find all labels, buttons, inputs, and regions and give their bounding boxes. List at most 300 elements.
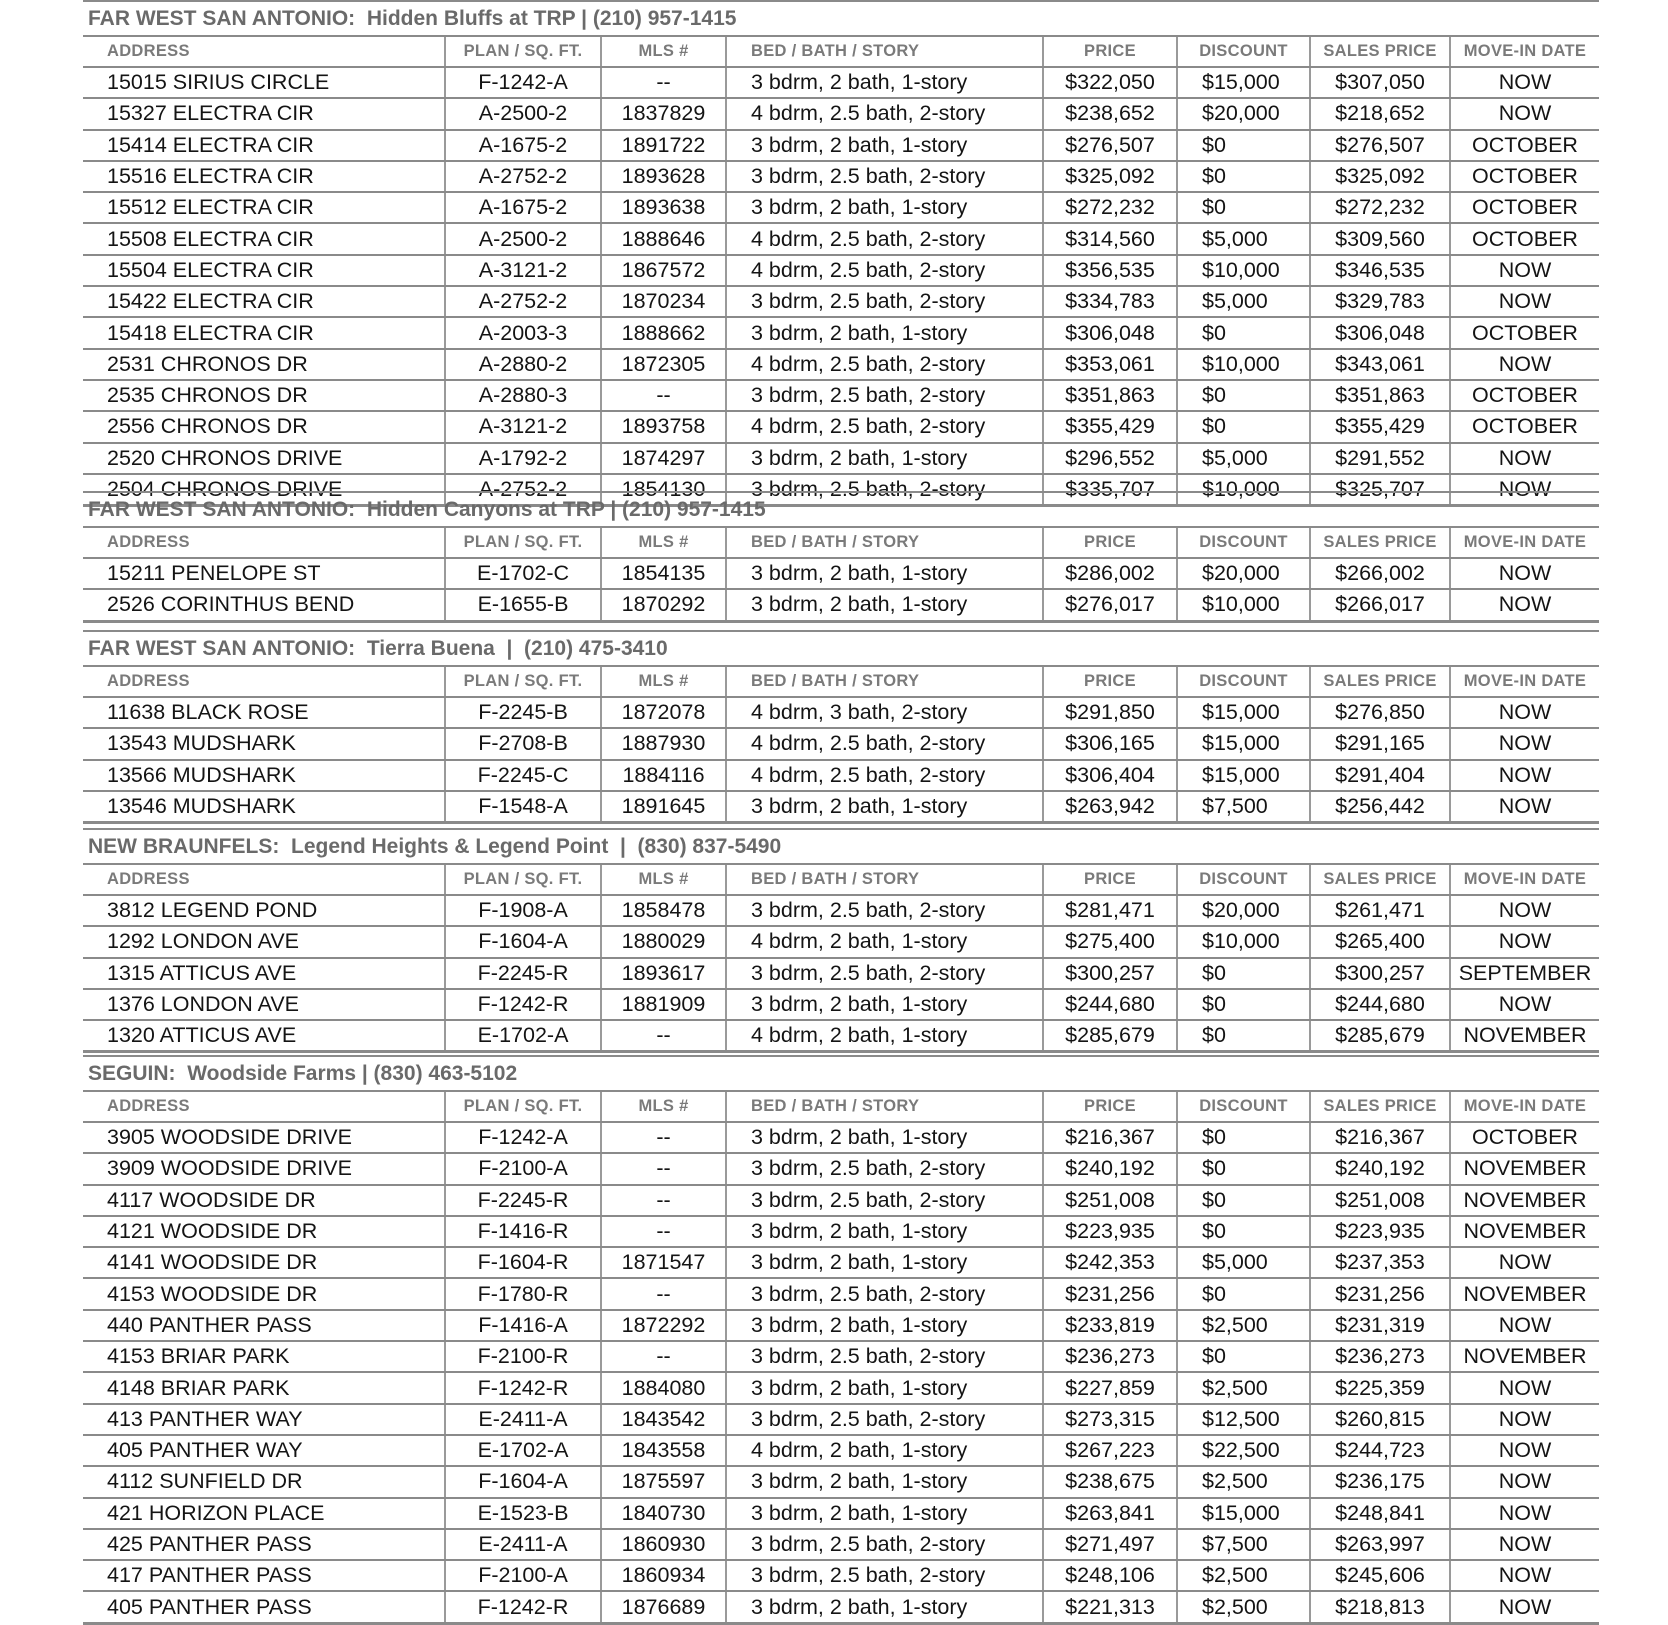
- cell-sales-price: $285,679: [1310, 1020, 1450, 1052]
- cell-bed-bath-story: 3 bdrm, 2.5 bath, 2-story: [726, 1153, 1043, 1184]
- cell-sales-price: $225,359: [1310, 1372, 1450, 1403]
- cell-price: $281,471: [1043, 895, 1177, 926]
- section-community: Tierra Buena | (210) 475-3410: [366, 637, 668, 660]
- cell-plan: F-1242-A: [445, 67, 601, 98]
- cell-address: 15015 SIRIUS CIRCLE: [83, 67, 445, 98]
- cell-price: $238,675: [1043, 1466, 1177, 1497]
- cell-bed-bath-story: 3 bdrm, 2 bath, 1-story: [726, 1216, 1043, 1247]
- cell-price: $285,679: [1043, 1020, 1177, 1052]
- header-row: [83, 36, 1599, 67]
- cell-mls: 1860930: [601, 1529, 726, 1560]
- cell-plan: F-1604-A: [445, 1466, 601, 1497]
- cell-discount: $5,000: [1177, 1247, 1310, 1278]
- cell-plan: A-2003-3: [445, 317, 601, 348]
- section-title: [83, 630, 1599, 665]
- table-row: [83, 1020, 1599, 1052]
- cell-plan: F-1604-A: [445, 926, 601, 957]
- column-header-discount: DISCOUNT: [1177, 666, 1310, 697]
- cell-plan: F-2245-R: [445, 1185, 601, 1216]
- cell-plan: A-1675-2: [445, 130, 601, 161]
- cell-discount: $15,000: [1177, 67, 1310, 98]
- table-row: [83, 558, 1599, 589]
- cell-sales-price: $261,471: [1310, 895, 1450, 926]
- cell-move-in-date: NOW: [1450, 286, 1599, 317]
- cell-price: $223,935: [1043, 1216, 1177, 1247]
- cell-sales-price: $351,863: [1310, 380, 1450, 411]
- cell-bed-bath-story: 3 bdrm, 2.5 bath, 2-story: [726, 1529, 1043, 1560]
- cell-move-in-date: NOW: [1450, 349, 1599, 380]
- cell-sales-price: $236,273: [1310, 1341, 1450, 1372]
- section-area: NEW BRAUNFELS:: [88, 835, 280, 858]
- cell-move-in-date: NOVEMBER: [1450, 1185, 1599, 1216]
- cell-bed-bath-story: 3 bdrm, 2 bath, 1-story: [726, 1372, 1043, 1403]
- table-row: [83, 255, 1599, 286]
- cell-sales-price: $276,507: [1310, 130, 1450, 161]
- table-row: [83, 1372, 1599, 1403]
- cell-discount: $0: [1177, 1216, 1310, 1247]
- cell-move-in-date: OCTOBER: [1450, 1122, 1599, 1153]
- cell-address: 15211 PENELOPE ST: [83, 558, 445, 589]
- listing-table: [83, 526, 1599, 623]
- cell-mls: 1876689: [601, 1591, 726, 1623]
- cell-discount: $10,000: [1177, 926, 1310, 957]
- table-row: [83, 589, 1599, 621]
- cell-mls: --: [601, 1020, 726, 1052]
- cell-price: $291,850: [1043, 697, 1177, 728]
- table-row: [83, 1591, 1599, 1623]
- cell-mls: 1854135: [601, 558, 726, 589]
- cell-plan: E-1702-C: [445, 558, 601, 589]
- cell-price: $300,257: [1043, 958, 1177, 989]
- cell-discount: $0: [1177, 958, 1310, 989]
- table-row: [83, 130, 1599, 161]
- cell-plan: F-1242-R: [445, 989, 601, 1020]
- table-row: [83, 443, 1599, 474]
- cell-mls: 1888646: [601, 223, 726, 254]
- cell-discount: $20,000: [1177, 98, 1310, 129]
- table-row: [83, 223, 1599, 254]
- cell-price: $306,048: [1043, 317, 1177, 348]
- cell-sales-price: $223,935: [1310, 1216, 1450, 1247]
- cell-sales-price: $240,192: [1310, 1153, 1450, 1184]
- cell-sales-price: $276,850: [1310, 697, 1450, 728]
- cell-bed-bath-story: 3 bdrm, 2 bath, 1-story: [726, 1466, 1043, 1497]
- cell-bed-bath-story: 3 bdrm, 2 bath, 1-story: [726, 130, 1043, 161]
- cell-plan: F-1242-R: [445, 1372, 601, 1403]
- table-row: [83, 791, 1599, 823]
- cell-price: $273,315: [1043, 1404, 1177, 1435]
- section-area: FAR WEST SAN ANTONIO:: [88, 7, 356, 30]
- cell-discount: $0: [1177, 380, 1310, 411]
- column-header-plan: PLAN / SQ. FT.: [445, 527, 601, 558]
- column-header-price: PRICE: [1043, 36, 1177, 67]
- cell-address: 15504 ELECTRA CIR: [83, 255, 445, 286]
- cell-move-in-date: NOW: [1450, 1310, 1599, 1341]
- cell-plan: A-2880-3: [445, 380, 601, 411]
- cell-discount: $10,000: [1177, 589, 1310, 621]
- cell-mls: --: [601, 1122, 726, 1153]
- cell-mls: 1884116: [601, 760, 726, 791]
- cell-price: $314,560: [1043, 223, 1177, 254]
- table-row: [83, 1560, 1599, 1591]
- column-header-bed-bath-story: BED / BATH / STORY: [726, 1091, 1043, 1122]
- cell-plan: F-2245-C: [445, 760, 601, 791]
- column-header-plan: PLAN / SQ. FT.: [445, 666, 601, 697]
- cell-address: 13546 MUDSHARK: [83, 791, 445, 823]
- cell-price: $286,002: [1043, 558, 1177, 589]
- column-header-move-in-date: MOVE-IN DATE: [1450, 666, 1599, 697]
- cell-move-in-date: NOW: [1450, 760, 1599, 791]
- cell-sales-price: $260,815: [1310, 1404, 1450, 1435]
- cell-discount: $15,000: [1177, 728, 1310, 759]
- cell-move-in-date: NOVEMBER: [1450, 1020, 1599, 1052]
- table-row: [83, 349, 1599, 380]
- column-header-address: ADDRESS: [83, 1091, 445, 1122]
- table-row: [83, 1341, 1599, 1372]
- cell-mls: --: [601, 1185, 726, 1216]
- cell-sales-price: $256,442: [1310, 791, 1450, 823]
- cell-plan: F-1604-R: [445, 1247, 601, 1278]
- cell-move-in-date: OCTOBER: [1450, 161, 1599, 192]
- cell-discount: $15,000: [1177, 1498, 1310, 1529]
- cell-address: 1376 LONDON AVE: [83, 989, 445, 1020]
- cell-address: 3905 WOODSIDE DRIVE: [83, 1122, 445, 1153]
- cell-address: 3812 LEGEND POND: [83, 895, 445, 926]
- cell-discount: $15,000: [1177, 697, 1310, 728]
- column-header-mls: MLS #: [601, 1091, 726, 1122]
- cell-move-in-date: OCTOBER: [1450, 317, 1599, 348]
- cell-price: $227,859: [1043, 1372, 1177, 1403]
- cell-price: $271,497: [1043, 1529, 1177, 1560]
- column-header-sales-price: SALES PRICE: [1310, 36, 1450, 67]
- cell-plan: A-2752-2: [445, 286, 601, 317]
- cell-bed-bath-story: 3 bdrm, 2.5 bath, 2-story: [726, 895, 1043, 926]
- cell-plan: F-1416-A: [445, 1310, 601, 1341]
- cell-sales-price: $244,680: [1310, 989, 1450, 1020]
- cell-price: $325,092: [1043, 161, 1177, 192]
- column-header-move-in-date: MOVE-IN DATE: [1450, 527, 1599, 558]
- cell-mls: 1884080: [601, 1372, 726, 1403]
- cell-discount: $0: [1177, 1341, 1310, 1372]
- cell-address: 4148 BRIAR PARK: [83, 1372, 445, 1403]
- cell-discount: $0: [1177, 130, 1310, 161]
- cell-move-in-date: NOW: [1450, 589, 1599, 621]
- cell-mls: 1880029: [601, 926, 726, 957]
- cell-mls: 1893638: [601, 192, 726, 223]
- cell-bed-bath-story: 3 bdrm, 2 bath, 1-story: [726, 192, 1043, 223]
- table-row: [83, 760, 1599, 791]
- cell-move-in-date: NOVEMBER: [1450, 1278, 1599, 1309]
- cell-plan: E-1702-A: [445, 1435, 601, 1466]
- header-row: [83, 864, 1599, 895]
- cell-plan: F-1780-R: [445, 1278, 601, 1309]
- cell-price: $263,841: [1043, 1498, 1177, 1529]
- column-header-discount: DISCOUNT: [1177, 864, 1310, 895]
- cell-bed-bath-story: 4 bdrm, 2 bath, 1-story: [726, 1020, 1043, 1052]
- cell-sales-price: $231,256: [1310, 1278, 1450, 1309]
- cell-move-in-date: NOW: [1450, 1404, 1599, 1435]
- cell-mls: 1871547: [601, 1247, 726, 1278]
- cell-discount: $0: [1177, 1185, 1310, 1216]
- cell-price: $248,106: [1043, 1560, 1177, 1591]
- cell-bed-bath-story: 4 bdrm, 2.5 bath, 2-story: [726, 728, 1043, 759]
- cell-address: 13566 MUDSHARK: [83, 760, 445, 791]
- cell-price: $353,061: [1043, 349, 1177, 380]
- table-row: [83, 98, 1599, 129]
- cell-move-in-date: NOVEMBER: [1450, 1153, 1599, 1184]
- cell-mls: 1867572: [601, 255, 726, 286]
- cell-move-in-date: OCTOBER: [1450, 411, 1599, 442]
- cell-discount: $15,000: [1177, 760, 1310, 791]
- cell-move-in-date: NOW: [1450, 1247, 1599, 1278]
- table-row: [83, 161, 1599, 192]
- cell-bed-bath-story: 3 bdrm, 2.5 bath, 2-story: [726, 1185, 1043, 1216]
- cell-sales-price: $245,606: [1310, 1560, 1450, 1591]
- cell-discount: $0: [1177, 989, 1310, 1020]
- cell-discount: $22,500: [1177, 1435, 1310, 1466]
- header-row: [83, 527, 1599, 558]
- column-header-mls: MLS #: [601, 527, 726, 558]
- cell-discount: $0: [1177, 317, 1310, 348]
- cell-price: $233,819: [1043, 1310, 1177, 1341]
- cell-move-in-date: NOW: [1450, 895, 1599, 926]
- cell-address: 2526 CORINTHUS BEND: [83, 589, 445, 621]
- cell-bed-bath-story: 4 bdrm, 2.5 bath, 2-story: [726, 223, 1043, 254]
- table-row: [83, 1216, 1599, 1247]
- cell-address: 4117 WOODSIDE DR: [83, 1185, 445, 1216]
- column-header-move-in-date: MOVE-IN DATE: [1450, 36, 1599, 67]
- cell-discount: $20,000: [1177, 895, 1310, 926]
- cell-price: $276,507: [1043, 130, 1177, 161]
- cell-address: 15516 ELECTRA CIR: [83, 161, 445, 192]
- table-row: [83, 380, 1599, 411]
- cell-bed-bath-story: 4 bdrm, 2.5 bath, 2-story: [726, 411, 1043, 442]
- cell-mls: --: [601, 1278, 726, 1309]
- table-row: [83, 67, 1599, 98]
- cell-discount: $0: [1177, 1153, 1310, 1184]
- cell-plan: A-2752-2: [445, 161, 601, 192]
- cell-discount: $2,500: [1177, 1310, 1310, 1341]
- cell-address: 2504 CHRONOS DRIVE: [83, 474, 445, 506]
- cell-address: 440 PANTHER PASS: [83, 1310, 445, 1341]
- cell-move-in-date: NOW: [1450, 1529, 1599, 1560]
- column-header-address: ADDRESS: [83, 527, 445, 558]
- section-community: Hidden Bluffs at TRP | (210) 957-1415: [366, 7, 737, 30]
- cell-plan: F-1908-A: [445, 895, 601, 926]
- cell-move-in-date: NOW: [1450, 1591, 1599, 1623]
- cell-move-in-date: NOW: [1450, 67, 1599, 98]
- header-row: [83, 1091, 1599, 1122]
- table-row: [83, 1278, 1599, 1309]
- section-community: Legend Heights & Legend Point | (830) 837-5490: [291, 835, 782, 858]
- cell-bed-bath-story: 3 bdrm, 2 bath, 1-story: [726, 1122, 1043, 1153]
- cell-sales-price: $309,560: [1310, 223, 1450, 254]
- table-row: [83, 1122, 1599, 1153]
- header-row: [83, 666, 1599, 697]
- table-row: [83, 1310, 1599, 1341]
- cell-sales-price: $248,841: [1310, 1498, 1450, 1529]
- cell-discount: $7,500: [1177, 791, 1310, 823]
- table-row: [83, 1435, 1599, 1466]
- cell-plan: F-1416-R: [445, 1216, 601, 1247]
- column-header-address: ADDRESS: [83, 36, 445, 67]
- cell-mls: 1872305: [601, 349, 726, 380]
- cell-address: 425 PANTHER PASS: [83, 1529, 445, 1560]
- cell-discount: $2,500: [1177, 1560, 1310, 1591]
- cell-price: $306,165: [1043, 728, 1177, 759]
- column-header-mls: MLS #: [601, 666, 726, 697]
- table-row: [83, 1529, 1599, 1560]
- cell-bed-bath-story: 3 bdrm, 2 bath, 1-story: [726, 589, 1043, 621]
- cell-mls: --: [601, 380, 726, 411]
- cell-plan: F-2708-B: [445, 728, 601, 759]
- cell-address: 15512 ELECTRA CIR: [83, 192, 445, 223]
- cell-plan: A-3121-2: [445, 411, 601, 442]
- cell-bed-bath-story: 4 bdrm, 2.5 bath, 2-story: [726, 349, 1043, 380]
- table-row: [83, 989, 1599, 1020]
- cell-sales-price: $218,652: [1310, 98, 1450, 129]
- section-area: FAR WEST SAN ANTONIO:: [88, 637, 356, 660]
- cell-address: 4153 BRIAR PARK: [83, 1341, 445, 1372]
- cell-address: 2535 CHRONOS DR: [83, 380, 445, 411]
- section-title: [83, 1055, 1599, 1090]
- cell-mls: 1840730: [601, 1498, 726, 1529]
- column-header-price: PRICE: [1043, 527, 1177, 558]
- cell-mls: 1837829: [601, 98, 726, 129]
- cell-sales-price: $216,367: [1310, 1122, 1450, 1153]
- cell-mls: 1891645: [601, 791, 726, 823]
- cell-plan: A-1792-2: [445, 443, 601, 474]
- table-row: [83, 958, 1599, 989]
- cell-bed-bath-story: 3 bdrm, 2 bath, 1-story: [726, 67, 1043, 98]
- cell-move-in-date: NOW: [1450, 1435, 1599, 1466]
- column-header-address: ADDRESS: [83, 666, 445, 697]
- cell-mls: 1870292: [601, 589, 726, 621]
- cell-bed-bath-story: 3 bdrm, 2.5 bath, 2-story: [726, 474, 1043, 506]
- cell-address: 1292 LONDON AVE: [83, 926, 445, 957]
- cell-sales-price: $236,175: [1310, 1466, 1450, 1497]
- cell-discount: $5,000: [1177, 443, 1310, 474]
- table-row: [83, 1404, 1599, 1435]
- cell-mls: --: [601, 1341, 726, 1372]
- column-header-discount: DISCOUNT: [1177, 1091, 1310, 1122]
- cell-price: $356,535: [1043, 255, 1177, 286]
- cell-sales-price: $329,783: [1310, 286, 1450, 317]
- cell-discount: $20,000: [1177, 558, 1310, 589]
- column-header-price: PRICE: [1043, 864, 1177, 895]
- cell-bed-bath-story: 3 bdrm, 2.5 bath, 2-story: [726, 1278, 1043, 1309]
- cell-address: 413 PANTHER WAY: [83, 1404, 445, 1435]
- cell-move-in-date: NOW: [1450, 98, 1599, 129]
- cell-move-in-date: NOW: [1450, 255, 1599, 286]
- cell-mls: --: [601, 1216, 726, 1247]
- cell-plan: F-1242-R: [445, 1591, 601, 1623]
- listing-table: [83, 863, 1599, 1053]
- column-header-mls: MLS #: [601, 864, 726, 895]
- column-header-sales-price: SALES PRICE: [1310, 1091, 1450, 1122]
- cell-move-in-date: NOVEMBER: [1450, 1341, 1599, 1372]
- cell-price: $306,404: [1043, 760, 1177, 791]
- section-community: Hidden Canyons at TRP | (210) 957-1415: [366, 498, 766, 521]
- cell-move-in-date: NOVEMBER: [1450, 1216, 1599, 1247]
- cell-sales-price: $355,429: [1310, 411, 1450, 442]
- cell-move-in-date: OCTOBER: [1450, 130, 1599, 161]
- cell-sales-price: $346,535: [1310, 255, 1450, 286]
- cell-bed-bath-story: 3 bdrm, 2 bath, 1-story: [726, 558, 1043, 589]
- cell-price: $275,400: [1043, 926, 1177, 957]
- cell-address: 15418 ELECTRA CIR: [83, 317, 445, 348]
- cell-sales-price: $218,813: [1310, 1591, 1450, 1623]
- cell-mls: 1887930: [601, 728, 726, 759]
- column-header-bed-bath-story: BED / BATH / STORY: [726, 36, 1043, 67]
- cell-discount: $0: [1177, 192, 1310, 223]
- cell-sales-price: $266,002: [1310, 558, 1450, 589]
- cell-bed-bath-story: 3 bdrm, 2.5 bath, 2-story: [726, 286, 1043, 317]
- cell-mls: 1872292: [601, 1310, 726, 1341]
- cell-address: 11638 BLACK ROSE: [83, 697, 445, 728]
- cell-price: $334,783: [1043, 286, 1177, 317]
- table-row: [83, 926, 1599, 957]
- cell-move-in-date: NOW: [1450, 474, 1599, 506]
- table-row: [83, 1153, 1599, 1184]
- cell-plan: A-2500-2: [445, 223, 601, 254]
- cell-sales-price: $237,353: [1310, 1247, 1450, 1278]
- cell-sales-price: $251,008: [1310, 1185, 1450, 1216]
- cell-bed-bath-story: 3 bdrm, 2 bath, 1-story: [726, 1247, 1043, 1278]
- table-row: [83, 895, 1599, 926]
- cell-sales-price: $325,707: [1310, 474, 1450, 506]
- cell-mls: 1858478: [601, 895, 726, 926]
- cell-plan: F-1548-A: [445, 791, 601, 823]
- column-header-move-in-date: MOVE-IN DATE: [1450, 864, 1599, 895]
- cell-address: 4141 WOODSIDE DR: [83, 1247, 445, 1278]
- cell-bed-bath-story: 4 bdrm, 3 bath, 2-story: [726, 697, 1043, 728]
- table-row: [83, 1185, 1599, 1216]
- cell-price: $355,429: [1043, 411, 1177, 442]
- cell-plan: E-1655-B: [445, 589, 601, 621]
- table-row: [83, 286, 1599, 317]
- cell-move-in-date: OCTOBER: [1450, 223, 1599, 254]
- cell-bed-bath-story: 3 bdrm, 2.5 bath, 2-story: [726, 958, 1043, 989]
- cell-move-in-date: NOW: [1450, 558, 1599, 589]
- cell-address: 4121 WOODSIDE DR: [83, 1216, 445, 1247]
- cell-sales-price: $265,400: [1310, 926, 1450, 957]
- section-area: FAR WEST SAN ANTONIO:: [88, 498, 356, 521]
- cell-address: 1315 ATTICUS AVE: [83, 958, 445, 989]
- cell-price: $236,273: [1043, 1341, 1177, 1372]
- cell-sales-price: $306,048: [1310, 317, 1450, 348]
- cell-bed-bath-story: 3 bdrm, 2.5 bath, 2-story: [726, 1560, 1043, 1591]
- cell-move-in-date: NOW: [1450, 989, 1599, 1020]
- table-row: [83, 1247, 1599, 1278]
- cell-plan: E-1702-A: [445, 1020, 601, 1052]
- cell-mls: --: [601, 1153, 726, 1184]
- cell-price: $322,050: [1043, 67, 1177, 98]
- column-header-plan: PLAN / SQ. FT.: [445, 1091, 601, 1122]
- cell-sales-price: $300,257: [1310, 958, 1450, 989]
- column-header-sales-price: SALES PRICE: [1310, 864, 1450, 895]
- cell-price: $276,017: [1043, 589, 1177, 621]
- cell-discount: $2,500: [1177, 1466, 1310, 1497]
- table-row: [83, 697, 1599, 728]
- cell-sales-price: $307,050: [1310, 67, 1450, 98]
- column-header-plan: PLAN / SQ. FT.: [445, 36, 601, 67]
- cell-plan: F-2245-R: [445, 958, 601, 989]
- cell-discount: $10,000: [1177, 474, 1310, 506]
- cell-address: 15508 ELECTRA CIR: [83, 223, 445, 254]
- cell-price: $251,008: [1043, 1185, 1177, 1216]
- cell-discount: $2,500: [1177, 1591, 1310, 1623]
